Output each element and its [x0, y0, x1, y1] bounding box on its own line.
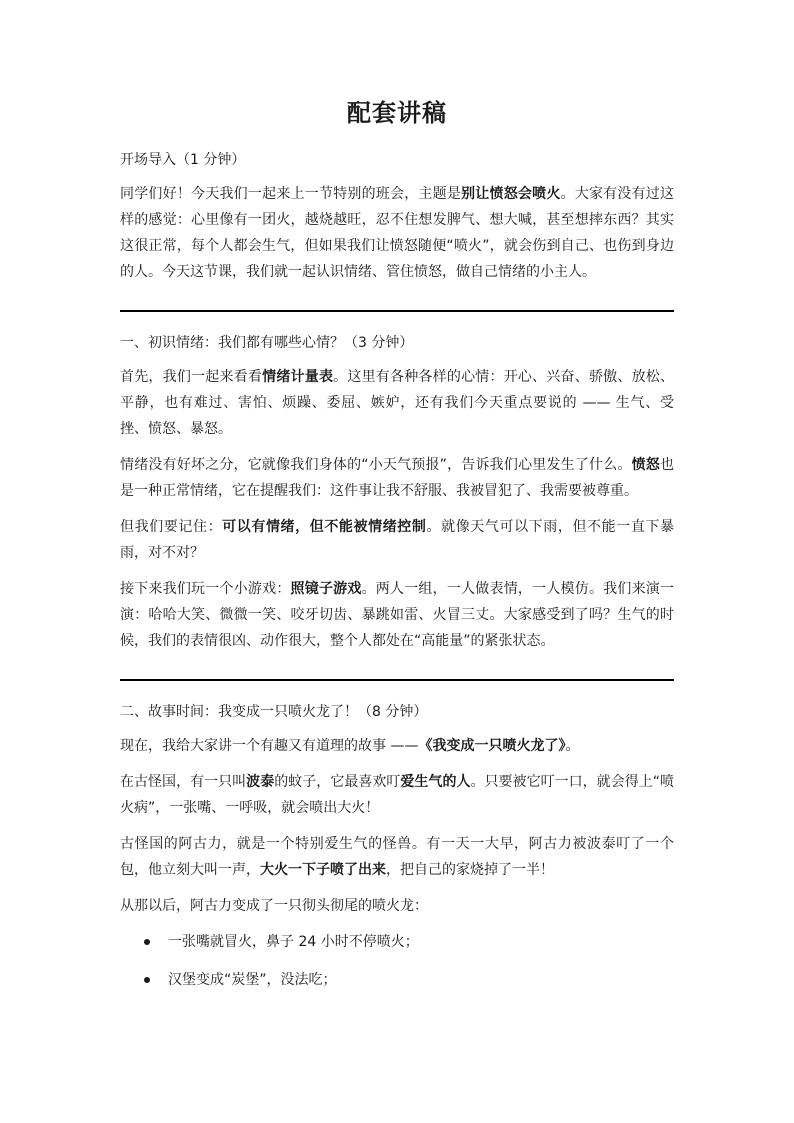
section2-paragraph-3: 古怪国的阿古力，就是一个特别爱生气的怪兽。有一天一大早，阿古力被波泰叮了一个包，他立刻大叫一声，大火一下子喷了出来，把自己的家烧掉了一半！: [120, 836, 674, 878]
symptom-list: [120, 929, 674, 993]
lecture-content: [120, 147, 674, 1005]
list-item: 一张嘴就冒火，鼻子 24 小时不停喷火；: [120, 929, 674, 955]
intro-paragraph: 同学们好！今天我们一起来上一节特别的班会，主题是别让愤怒会喷火。大家有没有过这样的感觉：心里像有一团火，越烧越旺，忍不住想发脾气、想大喊，甚至想摔东西？其实这很正常，每个人都会生气，但如果我们让愤怒随便“喷火”，就会伤到自己、也伤到身边的人。今天这节课，我们就一起认识情绪、管住愤怒，做自己情绪的小主人。: [120, 186, 675, 280]
bullet-icon: [144, 977, 150, 983]
section1-paragraph-4: 接下来我们玩一个小游戏：照镜子游戏。两人一组，一人做表情，一人模仿。我们来演一演：哈哈大笑、微微一笑、咬牙切齿、暴跳如雷、火冒三丈。大家感受到了吗？生气的时候，我们的表情很凶、动作很大，整个人都处在“高能量”的紧张状态。: [120, 581, 675, 649]
bullet-icon: [144, 939, 150, 945]
section-divider: [120, 679, 674, 681]
intro-heading: 开场导入（1 分钟）: [120, 152, 246, 168]
section2-paragraph-1: 现在，我给大家讲一个有趣又有道理的故事 ——《我变成一只喷火龙了》。: [120, 738, 580, 754]
section2-heading: 二、故事时间：我变成一只喷火龙了！（8 分钟）: [120, 704, 428, 720]
section1-heading: 一、初识情绪：我们都有哪些心情？（3 分钟）: [120, 335, 414, 351]
section2-paragraph-2: 在古怪国，有一只叫波泰的蚊子，它最喜欢叮爱生气的人。只要被它叮一口，就会得上“喷火病”，一张嘴、一呼吸，就会喷出大火！: [120, 774, 675, 816]
section-divider: [120, 310, 674, 312]
section1-paragraph-1: 首先，我们一起来看看情绪计量表。这里有各种各样的心情：开心、兴奋、骄傲、放松、平静，也有难过、害怕、烦躁、委屈、嫉妒，还有我们今天重点要说的 —— 生气、受挫、愤怒、暴怒。: [120, 369, 675, 437]
section1-paragraph-2: 情绪没有好坏之分，它就像我们身体的“小天气预报”，告诉我们心里发生了什么。愤怒也是一种正常情绪，它在提醒我们：这件事让我不舒服、我被冒犯了、我需要被尊重。: [120, 457, 674, 499]
page-title: 配套讲稿: [347, 99, 447, 127]
list-item: 汉堡变成“炭堡”，没法吃；: [120, 967, 674, 993]
section2-paragraph-4: 从那以后，阿古力变成了一只彻头彻尾的喷火龙：: [120, 898, 428, 914]
section1-paragraph-3: 但我们要记住：可以有情绪，但不能被情绪控制。就像天气可以下雨，但不能一直下暴雨，对不对？: [120, 519, 675, 561]
